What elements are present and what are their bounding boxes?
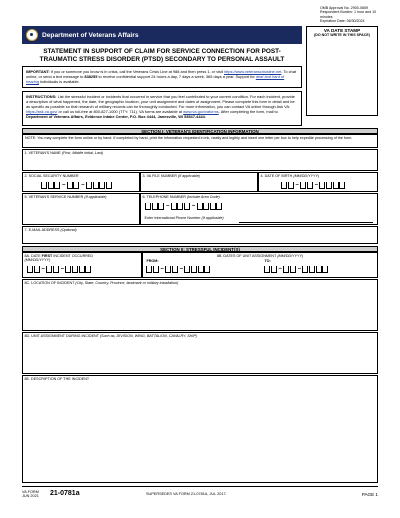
dash-separator: –	[160, 266, 164, 272]
email-hint: (Optional)	[60, 227, 77, 232]
char-box[interactable]	[210, 203, 216, 210]
char-box[interactable]	[290, 266, 296, 273]
char-box[interactable]	[319, 182, 325, 189]
char-box[interactable]	[86, 182, 92, 189]
char-box[interactable]	[46, 266, 52, 273]
omb-burden: Respondent Burden: 1 hour and 10 minutes	[320, 10, 377, 19]
char-box[interactable]	[300, 182, 306, 189]
dash-separator: –	[314, 182, 319, 188]
section-2-header: SECTION II: STRESSFUL INCIDENT(S)	[22, 246, 378, 252]
date-of-birth-field[interactable]	[258, 172, 378, 192]
va-seal-icon	[26, 29, 38, 41]
important-text-3: to receive confidential support 24 hours a day, 7 days a week, 365 days a year. Support for	[97, 73, 256, 79]
ssn-label: 2. SOCIAL SECURITY NUMBER	[24, 173, 79, 178]
char-box[interactable]	[165, 266, 171, 273]
char-box[interactable]	[145, 203, 151, 210]
char-box[interactable]	[198, 266, 204, 273]
form-id	[22, 490, 39, 499]
service-number-label: 5. VETERAN'S SERVICE NUMBER	[24, 194, 85, 199]
char-box[interactable]	[34, 266, 40, 273]
char-box[interactable]	[203, 203, 209, 210]
incident-date-boxes[interactable]	[27, 266, 92, 273]
char-box[interactable]	[146, 266, 152, 273]
char-box[interactable]	[316, 266, 322, 273]
char-box[interactable]	[27, 266, 33, 273]
char-box[interactable]	[72, 266, 78, 273]
note-box: NOTE: You may complete the form online or by hand. If completed by hand, print the information requested in ink, neatly and legibly and insert one letter per box to help expedite processing of the form.	[22, 134, 378, 148]
char-box[interactable]	[79, 266, 85, 273]
veteran-name-label: 1. VETERAN'S NAME	[24, 150, 62, 155]
stamp-title: VA DATE STAMP	[323, 28, 361, 33]
omb-info	[320, 6, 378, 24]
date-of-birth-hint: (MM/DD/YYYY)	[293, 173, 320, 178]
unit-dates-hint: (MM/DD/YYYY)	[277, 253, 304, 258]
agency-banner	[22, 26, 302, 44]
incident-description-label: 8E. DESCRIPTION OF THE INCIDENT	[24, 376, 90, 381]
char-box[interactable]	[171, 203, 177, 210]
from-label: FROM:	[146, 258, 159, 263]
to-label: TO:	[264, 258, 271, 263]
char-box[interactable]	[307, 182, 313, 189]
mailing-address: Department of Veterans Affairs, Evidence Intake Center, P.O. Box 4444, Janesville, WI 53547-4444.	[26, 113, 206, 119]
agency-name: Department of Veterans Affairs	[42, 31, 139, 39]
instructions	[22, 91, 302, 126]
telephone-hint: (Include Area Code)	[186, 194, 220, 199]
ssn-boxes[interactable]	[41, 182, 112, 189]
telephone-label: 6. TELEPHONE NUMBER	[142, 194, 187, 199]
unit-dates-label: 8B. DATES OF UNIT ASSIGNMENT	[216, 253, 278, 258]
ask-va-link[interactable]: https://ask.va.gov/	[26, 108, 58, 114]
page-number: PAGE 1	[361, 492, 378, 497]
form-label: VA FORM	[22, 490, 39, 494]
ssn-field[interactable]	[22, 172, 140, 192]
service-number-field[interactable]	[22, 193, 140, 225]
important-lead: IMPORTANT:	[26, 68, 50, 74]
form-footer	[22, 486, 378, 508]
dash-separator: –	[81, 182, 85, 188]
from-date-boxes[interactable]	[146, 266, 211, 273]
important-text-4: individuals is available.	[38, 78, 80, 84]
char-box[interactable]	[106, 182, 112, 189]
char-box[interactable]	[197, 203, 203, 210]
char-box[interactable]	[204, 266, 210, 273]
va-file-number-label: 3. VA FILE NUMBER	[142, 173, 178, 178]
unit-assignment-field[interactable]	[22, 332, 378, 374]
char-box[interactable]	[73, 182, 79, 189]
char-box[interactable]	[322, 266, 328, 273]
incident-date-label-rest: INCIDENT OCCURRED	[52, 253, 94, 258]
unit-assignment-hint: (Such as, DIVISION, WING, BATTALION, CAVALRY, SHIP)	[99, 333, 198, 338]
omb-approval: OMB Approval No. 2900-0659	[320, 6, 368, 10]
char-box[interactable]	[283, 266, 289, 273]
char-box[interactable]	[65, 266, 71, 273]
important-text-2: . To chat online, or send a text message to	[26, 68, 296, 79]
crisis-text-number: 838255	[84, 73, 98, 79]
intl-phone-input[interactable]	[239, 222, 373, 223]
char-box[interactable]	[184, 266, 190, 273]
intl-phone-hint: (If applicable)	[201, 215, 224, 220]
incident-description-field[interactable]	[22, 375, 378, 483]
incident-date-label: 8A. DATE	[24, 253, 42, 258]
char-box[interactable]	[288, 182, 294, 189]
instructions-text-2: or call us toll-free at 800-827-1000 (TTY: 711). VA forms are available at	[57, 108, 184, 114]
instructions-text-3: . After completing the form, mail to	[218, 108, 278, 114]
instructions-lead: INSTRUCTIONS:	[26, 93, 57, 99]
char-box[interactable]	[172, 266, 178, 273]
form-date: JUN 2021	[22, 494, 39, 499]
dob-boxes[interactable]	[281, 182, 346, 189]
dash-separator: –	[278, 266, 282, 272]
form-number: 21-0781a	[50, 490, 80, 497]
section-1-header: SECTION I: VETERAN'S IDENTIFICATION INFORMATION	[22, 128, 378, 134]
char-box[interactable]	[41, 182, 47, 189]
instructions-text-1: List the stressful incident or incidents that occurred in service that you feel contributed to your current condition. For each incident, provide a description of what happened, the date, the geographic location, your unit assignment and dates of assignment. Please complete this form in detail and be as specific as possible so that research of military records can be thoroughly conducted. For more information, you can contact VA online through Ask VA:	[26, 93, 295, 109]
important-text-1: If you or someone you know is in crisis, call the Veterans Crisis Line at 988 and then press 1, or visit	[49, 68, 225, 74]
char-box[interactable]	[333, 182, 339, 189]
omb-expiration: Expiration Date: 06/30/2024	[320, 19, 365, 24]
va-file-number-field[interactable]	[140, 172, 258, 192]
char-box[interactable]	[339, 182, 345, 189]
char-box[interactable]	[264, 266, 270, 273]
char-box[interactable]	[152, 203, 158, 210]
service-number-hint: (If applicable)	[84, 194, 107, 199]
char-box[interactable]	[191, 266, 197, 273]
va-forms-link[interactable]: www.va.gov/vaforms	[183, 108, 219, 114]
deaf-support-link[interactable]: deaf and hard of hearing	[26, 73, 285, 84]
char-box[interactable]	[302, 266, 308, 273]
form-page	[22, 6, 378, 512]
incident-date-hint: (MM/DD/YYYY)	[24, 258, 51, 263]
incident-location-field[interactable]	[22, 279, 378, 331]
char-box[interactable]	[67, 182, 73, 189]
dash-separator: –	[62, 182, 66, 188]
form-title-line2: TRAUMATIC STRESS DISORDER (PTSD) SECONDARY TO PERSONAL ASSAULT	[39, 55, 285, 63]
char-box[interactable]	[326, 182, 332, 189]
telephone-field[interactable]	[140, 193, 378, 225]
incident-location-hint: (City, State, Country, Province, landmark or military installation)	[75, 280, 179, 285]
unit-assignment-label: 8D. UNIT ASSIGNMENT DURING INCIDENT	[24, 333, 100, 338]
char-box[interactable]	[271, 266, 277, 273]
char-box[interactable]	[93, 182, 99, 189]
char-box[interactable]	[53, 266, 59, 273]
char-box[interactable]	[153, 266, 159, 273]
email-field[interactable]	[22, 226, 378, 244]
dash-separator: –	[41, 266, 45, 272]
dash-separator: –	[295, 182, 299, 188]
supersedes-note: SUPERSEDES VA FORM 21-0781A, JUL 2017.	[146, 492, 227, 496]
date-of-birth-label: 4. DATE OF BIRTH	[260, 173, 294, 178]
telephone-boxes[interactable]	[145, 203, 223, 210]
char-box[interactable]	[184, 203, 190, 210]
incident-location-label: 8C. LOCATION OF INCIDENT	[24, 280, 76, 285]
dash-separator: –	[60, 266, 65, 272]
crisis-line-link[interactable]: https://www.veteranscrisisline.net	[224, 68, 282, 74]
veteran-name-field[interactable]	[22, 149, 378, 171]
char-box[interactable]	[48, 182, 54, 189]
va-date-stamp-box	[306, 26, 378, 116]
stamp-note: (DO NOT WRITE IN THIS SPACE)	[314, 33, 370, 37]
char-box[interactable]	[99, 182, 105, 189]
char-box[interactable]	[158, 203, 164, 210]
form-title	[22, 48, 302, 63]
dash-separator: –	[297, 266, 302, 272]
char-box[interactable]	[281, 182, 287, 189]
char-box[interactable]	[309, 266, 315, 273]
dash-separator: –	[191, 203, 196, 209]
to-date-boxes[interactable]	[264, 266, 329, 273]
important-notice	[22, 66, 302, 88]
char-box[interactable]	[216, 203, 222, 210]
incident-date-first: FIRST	[41, 253, 53, 258]
char-box[interactable]	[54, 182, 60, 189]
va-file-number-hint: (If applicable)	[177, 173, 201, 178]
dash-separator: –	[166, 203, 170, 209]
unit-assignment-dates-field[interactable]	[142, 252, 378, 278]
dash-separator: –	[179, 266, 184, 272]
char-box[interactable]	[85, 266, 91, 273]
form-title-line1: STATEMENT IN SUPPORT OF CLAIM FOR SERVICE CONNECTION FOR POST-	[43, 48, 281, 55]
email-label: 7. E-MAIL ADDRESS	[24, 227, 61, 232]
intl-phone-label: Enter International Phone Number	[144, 215, 202, 220]
first-incident-date-field[interactable]	[22, 252, 142, 278]
veteran-name-hint: (First, Middle Initial, Last)	[61, 150, 104, 155]
char-box[interactable]	[177, 203, 183, 210]
